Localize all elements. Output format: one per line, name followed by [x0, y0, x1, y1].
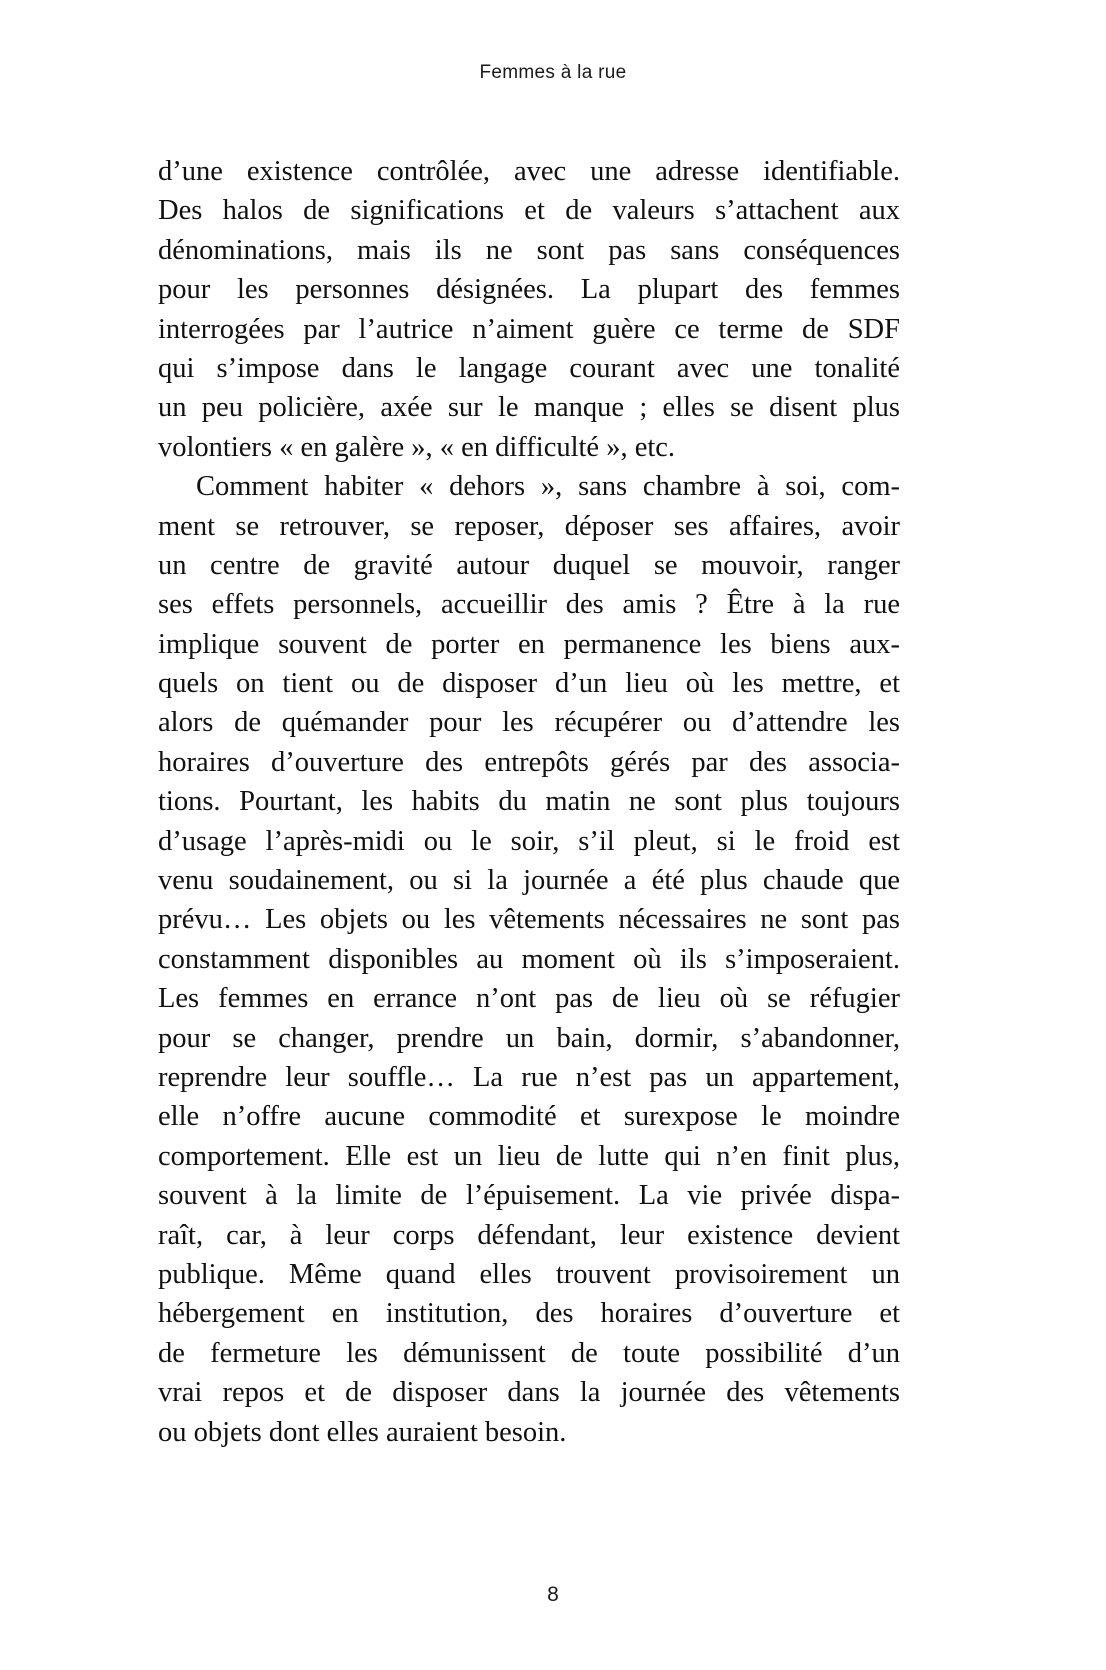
text-line: ment se retrouver, se reposer, déposer ses affaires, avoir [158, 510, 900, 542]
text-line: volontiers « en galère », « en difficulté », etc. [158, 431, 676, 463]
text-line: Des halos de significations et de valeurs s’attachent aux [158, 195, 900, 227]
text-line: comportement. Elle est un lieu de lutte qui n’en finit plus, [158, 1140, 900, 1172]
text-line: d’une existence contrôlée, avec une adresse identifiable. [158, 156, 900, 187]
text-line: qui s’impose dans le langage courant avec une tonalité [158, 352, 900, 384]
running-head: Femmes à la rue [479, 62, 627, 83]
text-line: de fermeture les démunissent de toute possibilité d’un [158, 1337, 900, 1369]
text-line: implique souvent de porter en permanence les biens aux- [158, 628, 900, 660]
text-line: publique. Même quand elles trouvent provisoirement un [158, 1258, 900, 1290]
page-number: 8 [547, 1583, 559, 1606]
text-line: quels on tient ou de disposer d’un lieu où les mettre, et [158, 668, 900, 700]
text-line: prévu… Les objets ou les vêtements nécessaires ne sont pas [158, 904, 900, 936]
paragraph [158, 152, 900, 467]
text-line: un peu policière, axée sur le manque ; elles se disent plus [158, 392, 900, 424]
text-line: souvent à la limite de l’épuisement. La vie privée dispa- [158, 1180, 900, 1212]
text-line: ses effets personnels, accueillir des amis ? Être à la rue [158, 589, 900, 621]
text-line: pour se changer, prendre un bain, dormir, s’abandonner, [158, 1022, 900, 1054]
text-line: dénominations, mais ils ne sont pas sans conséquences [158, 234, 900, 266]
text-line: elle n’offre aucune commodité et surexpose le moindre [158, 1101, 900, 1133]
text-line: raît, car, à leur corps défendant, leur existence devient [158, 1219, 900, 1251]
text-line: hébergement en institution, des horaires d’ouverture et [158, 1298, 900, 1330]
paragraph [158, 467, 900, 1452]
text-line: interrogées par l’autrice n’aiment guère ce terme de SDF [158, 313, 900, 345]
text-line: reprendre leur souffle… La rue n’est pas un appartement, [158, 1061, 900, 1093]
text-line: constamment disponibles au moment où ils s’imposeraient. [158, 943, 900, 975]
text-line: un centre de gravité autour duquel se mouvoir, ranger [158, 549, 900, 581]
body-text [158, 152, 900, 1452]
text-line: Les femmes en errance n’ont pas de lieu où se réfugier [158, 983, 900, 1015]
text-line: venu soudainement, ou si la journée a été plus chaude que [158, 865, 900, 897]
text-line: d’usage l’après-midi ou le soir, s’il pleut, si le froid est [158, 825, 900, 857]
text-line: Comment habiter « dehors », sans chambre à soi, com- [196, 471, 900, 503]
text-line: ou objets dont elles auraient besoin. [158, 1416, 567, 1448]
text-line: tions. Pourtant, les habits du matin ne sont plus toujours [158, 786, 900, 818]
text-line: horaires d’ouverture des entrepôts gérés par des associa- [158, 746, 900, 778]
text-line: vrai repos et de disposer dans la journée des vêtements [158, 1377, 900, 1409]
text-line: pour les personnes désignées. La plupart des femmes [158, 274, 900, 306]
text-line: alors de quémander pour les récupérer ou d’attendre les [158, 707, 900, 739]
